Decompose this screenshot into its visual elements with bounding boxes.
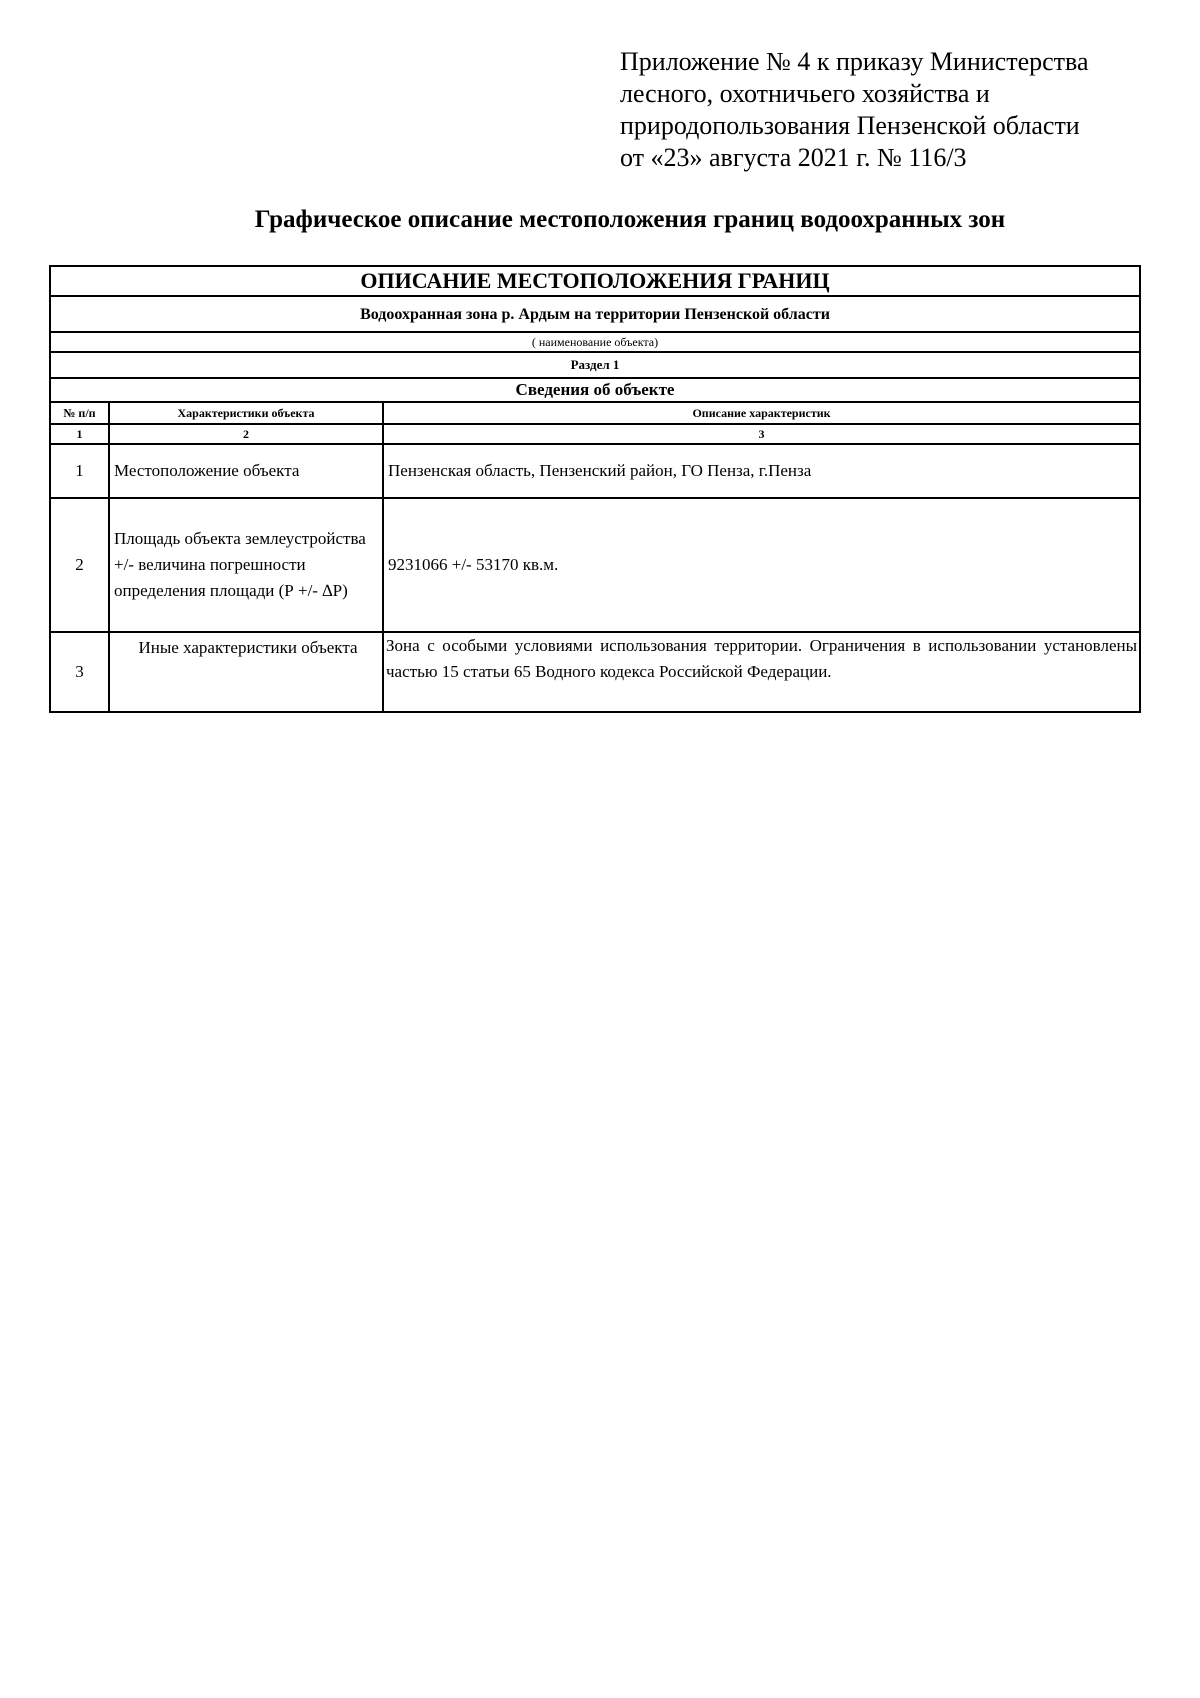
section-title: Сведения об объекте [50, 378, 1140, 402]
header-note-line: природопользования Пензенской области [620, 111, 1080, 140]
row-number: 2 [50, 498, 109, 632]
header-note-line: лесного, охотничьего хозяйства и [620, 79, 990, 108]
table-title-row [50, 266, 1140, 296]
section-title-row [50, 378, 1140, 402]
row-description: 9231066 +/- 53170 кв.м. [383, 498, 1140, 632]
column-header: Описание характеристик [383, 402, 1140, 424]
column-header-row [50, 402, 1140, 424]
row-number: 1 [50, 444, 109, 498]
row-number: 3 [50, 632, 109, 712]
boundary-description-table [49, 265, 1141, 713]
row-characteristic: Иные характеристики объекта [109, 632, 383, 712]
table-title: ОПИСАНИЕ МЕСТОПОЛОЖЕНИЯ ГРАНИЦ [50, 266, 1140, 296]
column-header: Характеристики объекта [109, 402, 383, 424]
object-caption: ( наименование объекта) [50, 332, 1140, 352]
object-caption-row [50, 332, 1140, 352]
column-number: 1 [50, 424, 109, 444]
header-note-line: Приложение № 4 к приказу Министерства [620, 47, 1089, 76]
object-name: Водоохранная зона р. Ардым на территории Пензенской области [360, 305, 830, 323]
header-note-line: от «23» августа 2021 г. № 116/3 [620, 143, 967, 172]
row-characteristic: Местоположение объекта [109, 444, 383, 498]
column-number: 3 [383, 424, 1140, 444]
row-description: Пензенская область, Пензенский район, ГО Пенза, г.Пенза [383, 444, 1140, 498]
column-number-row [50, 424, 1140, 444]
table-row [50, 632, 1140, 712]
section-label: Раздел 1 [50, 352, 1140, 378]
header-note [620, 46, 1180, 174]
object-name-row [50, 296, 1140, 332]
row-characteristic: Площадь объекта землеустройства +/- величина погрешности определения площади (Р +/- ∆Р) [109, 498, 383, 632]
row-description: Зона с особыми условиями использования территории. Ограничения в использовании установлены частью 15 статьи 65 Водного кодекса Российской Федерации. [383, 632, 1140, 712]
column-header: № п/п [50, 402, 109, 424]
table-row [50, 444, 1140, 498]
table-row [50, 498, 1140, 632]
section-label-row [50, 352, 1140, 378]
document-title: Графическое описание местоположения границ водоохранных зон [254, 206, 1006, 233]
column-number: 2 [109, 424, 383, 444]
